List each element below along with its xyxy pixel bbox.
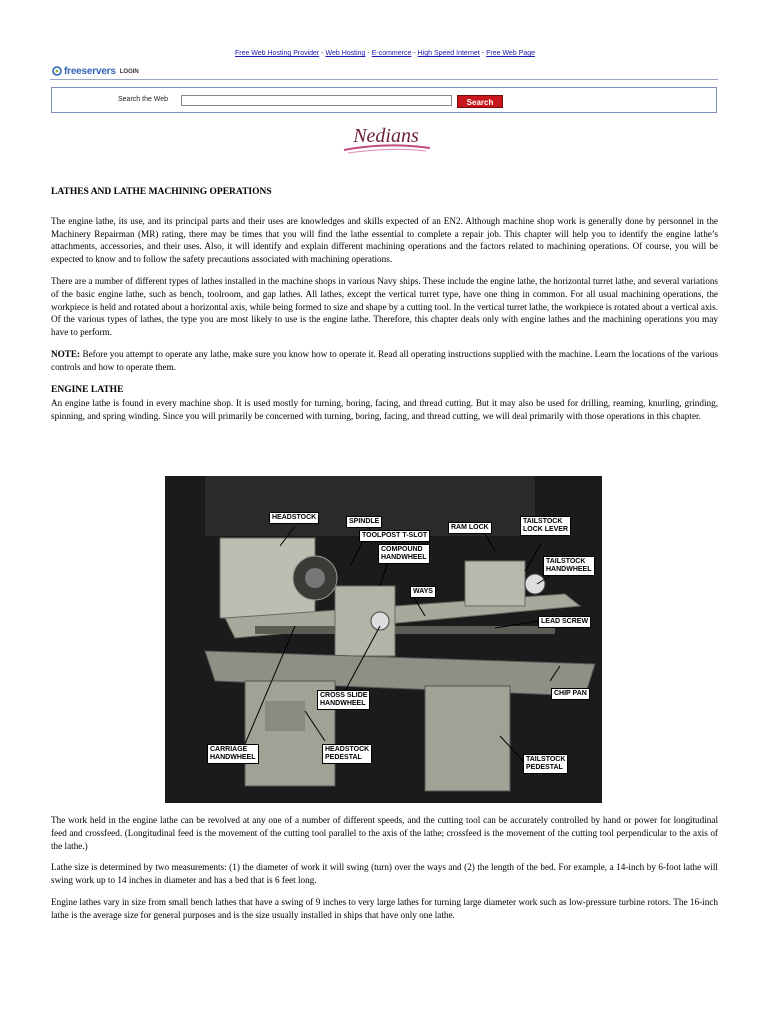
login-link[interactable]: LOGIN [119,68,139,75]
brand-name: freeservers [64,65,116,77]
note-label: NOTE: [51,348,81,359]
label-headstock: HEADSTOCK [269,512,319,524]
brand-row [50,63,718,80]
nedians-logo [336,120,436,160]
swirl-icon [52,66,62,76]
label-compound-handwheel: COMPOUND HANDWHEEL [378,544,430,564]
label-tailstock-lock-lever: TAILSTOCK LOCK LEVER [520,516,571,536]
paragraph-intro: The engine lathe, its use, and its principal parts and their uses are knowledges and skills expected of an EN2. Although machine shop work is generally done by personnel in the Machinery Repairman (MR) rating, there may be times that you will find the lathe essential to complete a repair job. This chapter will help you to identify the engine lathe’s attachments, accessories, and their uses. Also, it will identify and explain different machining operations and the factors related to machining operations. Of course, you will be expected to know and to follow the safety precautions associated with machining operations. [51,215,718,265]
note-paragraph [51,348,718,374]
label-lead-screw: LEAD SCREW [538,616,591,628]
label-tailstock-pedestal: TAILSTOCK PEDESTAL [523,754,568,774]
paragraph-lathe-size: Lathe size is determined by two measurements: (1) the diameter of work it will swing (turn) over the ways and (2) the length of the bed. For example, a 14-inch by 6-foot lathe will swing work up to 14 inches in diameter and has a bed that is 6 feet long. [51,862,718,886]
search-input[interactable] [181,95,452,106]
article-title: LATHES AND LATHE MACHINING OPERATIONS [51,187,272,197]
article-body-continued [51,814,718,931]
note-text: Before you attempt to operate any lathe, make sure you know how to operate it. Read all operating instructions supplied with the machine. Learn the locations of the various controls and how to operate them. [51,348,718,372]
label-carriage-handwheel: CARRIAGE HANDWHEEL [207,744,259,764]
logo-text: Nedians [353,125,419,147]
label-ram-lock: RAM LOCK [448,522,492,534]
label-tailstock-handwheel: TAILSTOCK HANDWHEEL [543,556,595,576]
freeservers-logo[interactable] [52,65,139,77]
paragraph-lathe-range: Engine lathes vary in size from small bench lathes that have a swing of 9 inches to very large lathes for turning large diameter work such as low-pressure turbine rotors. The 16-inch lathe is the average size for general purposes and is the size usually installed in ships that have only one lathe. [51,896,718,920]
article-body [51,186,718,432]
label-headstock-pedestal: HEADSTOCK PEDESTAL [322,744,372,764]
hosting-links-bar: Free Web Hosting Provider - Web Hosting - E-commerce - High Speed Internet - Free Web Page [234,50,536,57]
paragraph-engine-lathe: An engine lathe is found in every machine shop. It is used mostly for turning, boring, facing, and thread cutting. But it may also be used for drilling, reaming, knurling, grinding, spinning, and spring winding. Since you will primarily be concerned with turning, boring, facing, and thread cutting, we will deal primarily with those operations in this chapter. [51,398,718,422]
search-button[interactable]: Search [457,95,503,108]
paragraph-lathe-types: There are a number of different types of lathes installed in the machine shops in various Navy ships. These include the engine lathe, the horizontal turret lathe, and several variations of the basic engine lathe, such as bench, toolroom, and gap lathes. All lathes, except the vertical turret type, have one thing in common. For all usual machining operations, the workpiece is held and rotated about a horizontal axis, while being formed to size and shape by a cutting tool. In the vertical turret lathe, the workpiece is rotated about a vertical axis. Of the various types of lathes, the type you are most likely to use is the engine lathe. Therefore, this chapter deals only with engine lathes and the machining operations you may have to perform. [51,275,718,338]
link-free-web-page[interactable]: Free Web Page [486,50,536,57]
label-toolpost-t-slot: TOOLPOST T-SLOT [359,530,430,542]
label-spindle: SPINDLE [346,516,382,528]
link-free-web-hosting-provider[interactable]: Free Web Hosting Provider [234,50,320,57]
label-ways: WAYS [410,586,436,598]
paragraph-speeds: The work held in the engine lathe can be revolved at any one of a number of different speeds, and the cutting tool can be accurately controlled by hand or power for longitudinal feed and crossfeed. (Longitudinal feed is the movement of the cutting tool parallel to the axis of the lathe; crossfeed is the movement of the cutting tool perpendicular to the axis of the lathe.) [51,815,718,851]
link-e-commerce[interactable]: E-commerce [371,50,412,57]
link-web-hosting[interactable]: Web Hosting [325,50,366,57]
section-title: ENGINE LATHE [51,384,124,395]
web-search-box [51,87,717,113]
search-label: Search the Web [118,96,169,103]
lathe-figure [165,476,602,803]
label-chip-pan: CHIP PAN [551,688,590,700]
label-cross-slide-handwheel: CROSS SLIDE HANDWHEEL [317,690,370,710]
link-high-speed-internet[interactable]: High Speed Internet [417,50,480,57]
